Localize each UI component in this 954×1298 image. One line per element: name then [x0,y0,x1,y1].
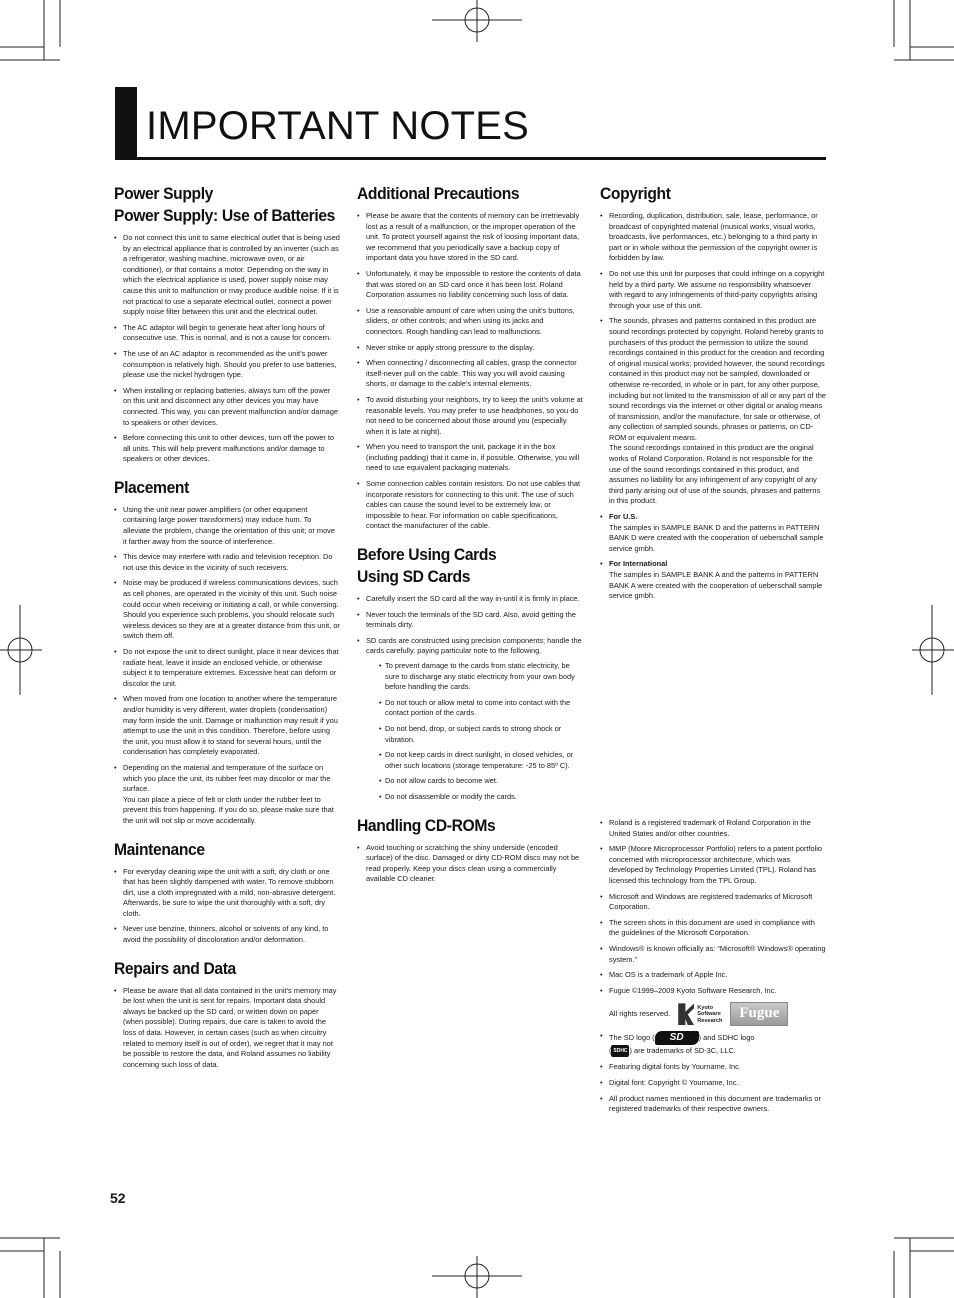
list-item: • The screen shots in this document are used in compliance with the guidelines of the Microsoft Corporation. [600,918,826,939]
list-item: • Using the unit near power amplifiers (or other equipment containing large power transformers) may induce hum. To alleviate the problem, change the orientation of this unit; or move it farther away from the source of interference. [114,505,340,547]
list-item: • The sounds, phrases and patterns contained in this product are sound recordings protected by copyright. Roland hereby grants to purchasers of this product the permission to utilize the sound recordings contained in this product for the creation and recording of original musical works; provided however, the sound recordings contained in this product may not be sampled, downloaded or otherwise re-recorded, in whole or in part, for any other purpose, including but not limited to the transmission of all or any part of the sound recordings via the internet or other digital or analog means of transmission, and/or the manufacture, for sale or otherwise, of any collection of sampled sounds, phrases or patterns, on CD-ROM or equivalent means. The sound recordings contained in this product are the original works of Roland Corporation. Roland is not responsible for the use of the sound recordings contained in this product, and assumes no liability for any infringement of any copyright of any third party arising out of use of the sounds, phrases and patterns in this product. [600,316,826,507]
fugue-logo: Fugue [730,1002,788,1026]
list-item: • Some connection cables contain resistors. Do not use cables that incorporate resistors for connecting to this unit. The use of such cables can cause the sound level to be extremely low, or impossible to hear. For information on cable specifications, contact the manufacturer of the cable. [357,479,583,532]
list-item: • When connecting / disconnecting all cables, grasp the connector itself-never pull on the cable. This way you will avoid causing shorts, or damage to the cable’s internal elements. [357,358,583,390]
section-power-supply [114,183,340,465]
list-item: • Recording, duplication, distribution, sale, lease, performance, or broadcast of copyrighted material (musical works, visual works, broadcasts, live performances, etc.) belonging to a third party in part or in whole without the permission of the copyright owner is forbidden by law. [600,211,826,264]
list-item: • Do not connect this unit to same electrical outlet that is being used by an electrical appliance that is controlled by an inverter (such as a refrigerator, washing machine, microwave oven, or air conditioner), or that contains a motor. Depending on the way in which the electrical appliance is used, power supply noise may cause this unit to malfunction or may produce audible noise. If it is not practical to use a separate electrical outlet, connect a power supply noise filter between this unit and the electrical outlet. [114,233,340,318]
kyoto-mark-icon [678,1003,694,1025]
list-item: • This device may interfere with radio and television reception. Do not use this device in the vicinity of such receivers. [114,552,340,573]
list-item: • SD cards are constructed using precision components; handle the cards carefully, paying particular note to the following. • To prevent damage to the cards from static electricity, be sure to discharge any static electricity from your own body before handling the cards. • Do not touch or allow metal to come into contact with the contact portion of the cards. • Do not bend, drop, or subject cards to strong shock or vibration. • Do not keep cards in direct sunlight, in closed vehicles, or other such locations (storage temperature: -25 to 85º C). • Do not allow cards to become wet. • Do not disassemble or modify the cards. [357,636,583,803]
list-item: • Depending on the material and temperature of the surface on which you place the unit, its rubber feet may discolor or mar the surface. You can place a piece of felt or cloth under the rubber feet to prevent this from happening. If you do so, please make sure that the unit will not slip or move accidentally. [114,763,340,827]
section-sd-cards [357,544,583,803]
list-item: • Unfortunately, it may be impossible to restore the contents of data that was stored on an SD card once it has been lost. Roland Corporation assumes no liability concerning such loss of data. [357,269,583,301]
sub-list-item: • Do not touch or allow metal to come into contact with the contact portion of the cards. [379,698,583,719]
sub-list-item: • To prevent damage to the cards from static electricity, be sure to discharge any static electricity from your own body before handling the cards. [379,661,583,693]
list-item: • To avoid disturbing your neighbors, try to keep the unit’s volume at reasonable levels. You may prefer to use headphones, so you do not need to be concerned about those around you (especially when it is late at night). [357,395,583,437]
list-item: • Please be aware that the contents of memory can be irretrievably lost as a result of a malfunction, or the improper operation of the unit. To protect yourself against the risk of loosing important data, we recommend that you periodically save a backup copy of important data you have stored in the SD card. [357,211,583,264]
list-item: • Digital font: Copyright © Yourname, Inc. [600,1078,826,1089]
sub-bullet-list [366,661,583,803]
bullet-list [357,843,583,885]
list-item: • Windows® is known officially as: “Microsoft® Windows® operating system.” [600,944,826,965]
list-item: • Never strike or apply strong pressure to the display. [357,343,583,354]
list-item: • Do not use this unit for purposes that could infringe on a copyright held by a third party. We assume no responsibility whatsoever with regard to any infringements of third-party copyrights arising through your use of this unit. [600,269,826,311]
list-item: • When installing or replacing batteries, always turn off the power on this unit and disconnect any other devices you may have connected. This way, you can prevent malfunction and/or damage to speakers or other devices. [114,386,340,428]
list-item: • Mac OS is a trademark of Apple Inc. [600,970,826,981]
list-item: • Noise may be produced if wireless communications devices, such as cell phones, are operated in the vicinity of this unit. Such noise could occur when receiving or initiating a call, or while conversing. Should you experience such problems, you should relocate such wireless devices so they are at a greater distance from this unit, or switch them off. [114,578,340,642]
list-item: • Do not expose the unit to direct sunlight, place it near devices that radiate heat, leave it inside an enclosed vehicle, or otherwise subject it to temperature extremes. Excessive heat can deform or discolor the unit. [114,647,340,689]
list-item: • Before connecting this unit to other devices, turn off the power to all units. This will help prevent malfunctions and/or damage to speakers or other devices. [114,433,340,465]
bullet-list [357,211,583,532]
bullet-list [114,986,340,1071]
column-1 [114,183,340,1082]
sub-list-item: • Do not allow cards to become wet. [379,776,583,787]
sd-logo-icon: SD [655,1031,699,1045]
list-item: • The SD logo ( SD ) and SDHC logo ( SDHC ) are trademarks of SD-3C, LLC. [600,1031,826,1057]
section-heading: Additional Precautions [357,184,520,203]
sub-list-item: • Do not disassemble or modify the cards. [379,792,583,803]
section-cd-roms [357,815,583,885]
section-heading: Repairs and Data [114,958,236,978]
section-heading: Power Supply Power Supply: Use of Batteries [114,184,336,225]
sdhc-logo-icon: SDHC [611,1045,629,1057]
bullet-list [600,818,826,1115]
kyoto-software-research-logo: Kyoto Software Research [678,1002,722,1026]
list-item: • Featuring digital fonts by Yourname, Inc. [600,1062,826,1073]
bullet-list [114,233,340,465]
bullet-list [114,867,340,946]
list-item: • All product names mentioned in this document are trademarks or registered trademarks of their respective owners. [600,1094,826,1115]
title-bar-accent [115,87,137,160]
list-item: • Roland is a registered trademark of Roland Corporation in the United States and/or other countries. [600,818,826,839]
list-item: • The use of an AC adaptor is recommended as the unit’s power consumption is relatively high. Should you prefer to use batteries, please use the nickel hydrogen type. [114,349,340,381]
list-item: • For everyday cleaning wipe the unit with a soft, dry cloth or one that has been slightly dampened with water. To remove stubborn dirt, use a cloth impregnated with a mild, non-abrasive detergent. Afterwards, be sure to wipe the unit thoroughly with a soft, dry cloth. [114,867,340,920]
list-item: • When moved from one location to another where the temperature and/or humidity is very different, water droplets (condensation) may form inside the unit. Damage or malfunction may result if you attempt to use the unit in this condition. Therefore, before using the unit, you must allow it to stand for several hours, until the condensation has completely evaporated. [114,694,340,758]
column-2 [357,183,583,897]
column-3 [600,183,826,614]
us-label: • For U.S. [609,512,638,522]
bullet-list [114,505,340,827]
bullet-list [600,211,826,602]
section-heading: Maintenance [114,839,205,859]
sub-list-item: • Do not bend, drop, or subject cards to strong shock or vibration. [379,724,583,745]
list-item: • MMP (Moore Microprocessor Portfolio) refers to a patent portfolio concerned with microprocessor architecture, which was developed by Technology Properties Limited (TPL). Roland has licensed this technology from the TPL Group. [600,844,826,886]
list-item: • Fugue ©1999–2009 Kyoto Software Research, Inc. All rights reserved. Kyoto Software Research Fugue [600,986,826,1027]
list-item: • Please be aware that all data contained in the unit’s memory may be lost when the unit is sent for repairs. Important data should always be backed up the SD card, or written down on paper (when possible). During repairs, due care is taken to avoid the loss of data. However, in certain cases (such as when circuitry related to memory itself is out of order), we regret that it may not be possible to restore the data, and Roland assumes no liability concerning such loss of data. [114,986,340,1071]
section-maintenance [114,839,340,946]
all-rights-text: All rights reserved. [609,1009,671,1019]
list-item: • When you need to transport the unit, package it in the box (including padding) that it came in, if possible. Otherwise, you will need to use equivalent packaging materials. [357,442,583,474]
title-rule [115,157,826,160]
section-heading: Copyright [600,184,671,203]
logo-row [609,1002,826,1026]
section-copyright [600,183,826,602]
list-item: • For International The samples in SAMPLE BANK A and the patterns in PATTERN BANK A were created with the cooperation of ueberschall sample service gmbh. [600,559,826,601]
section-additional-precautions [357,183,583,532]
list-item: • Use a reasonable amount of care when using the unit’s buttons, sliders, or other controls; and when using its jacks and connectors. Rough handling can lead to malfunctions. [357,306,583,338]
section-heading: Placement [114,477,189,497]
section-heading: Before Using Cards Using SD Cards [357,545,497,587]
list-item: • For U.S. The samples in SAMPLE BANK D and the patterns in PATTERN BANK D were created with the cooperation of ueberschall sample service gmbh. [600,512,826,554]
trademarks [600,818,826,1120]
international-label: • For International [609,559,668,569]
page-title: IMPORTANT NOTES [146,104,530,148]
list-item: • Microsoft and Windows are registered trademarks of Microsoft Corporation. [600,892,826,913]
section-heading: Handling CD-ROMs [357,815,496,835]
section-repairs [114,958,340,1071]
list-item: • Avoid touching or scratching the shiny underside (encoded surface) of the disc. Damaged or dirty CD-ROM discs may not be read properly. Keep your discs clean using a commercially available CD cleaner. [357,843,583,885]
list-item: • The AC adaptor will begin to generate heat after long hours of consecutive use. This is normal, and is not a cause for concern. [114,323,340,344]
list-item: • Never touch the terminals of the SD card. Also, avoid getting the terminals dirty. [357,610,583,631]
list-item: • Never use benzine, thinners, alcohol or solvents of any kind, to avoid the possibility of discoloration and/or deformation. [114,924,340,945]
sub-list-item: • Do not keep cards in direct sunlight, in closed vehicles, or other such locations (storage temperature: -25 to 85º C). [379,750,583,771]
section-placement [114,477,340,827]
list-item: • Carefully insert the SD card all the way in-until it is firmly in place. [357,594,583,605]
bullet-list [357,594,583,803]
page-number: 52 [110,1190,126,1206]
